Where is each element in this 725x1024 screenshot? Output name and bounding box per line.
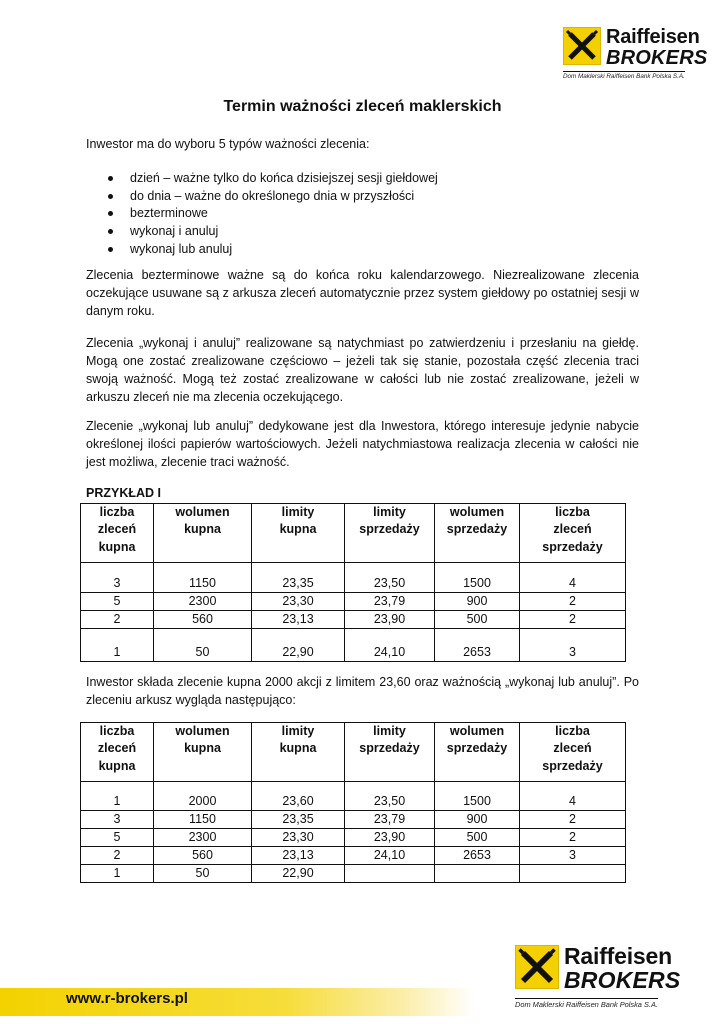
paragraph-bezterminowe: Zlecenia bezterminowe ważne są do końca roku kalendarzowego. Niezrealizowane zlecenia oczekujące usuwane są z arkusza zleceń automatycznie przez system giełdowy po ostatniej sesji w danym roku. xyxy=(86,268,639,318)
logo-line2: BROKERS xyxy=(564,967,681,993)
logo-line1: Raiffeisen xyxy=(606,26,700,48)
paragraph-wykonaj-i-anuluj: Zlecenia „wykonaj i anuluj” realizowane są natychmiast po zatwierdzeniu i przesłaniu na giełdę. Mogą one zostać zrealizowane częściowo – jeżeli tak się stanie, pozostała część zlecenia traci swoją ważność. Mogą też zostać zrealizowane w całości lub nie zostać zrealizowane, jeżeli w arkuszu zleceń nie ma zlecenia oczekującego. xyxy=(86,336,639,404)
list-item: do dnia – ważne do określonego dnia w przyszłości xyxy=(108,187,438,205)
table-row: 1 50 22,90 24,10 2653 3 xyxy=(81,629,626,662)
table-row: 3 1150 23,35 23,79 900 2 xyxy=(81,811,626,829)
table-header-row xyxy=(81,723,626,782)
header-logo xyxy=(563,27,707,68)
between-text: Inwestor składa zlecenie kupna 2000 akcji z limitem 23,60 oraz ważnością „wykonaj lub anuluj”. Po zleceniu arkusz wygląda następująco: xyxy=(86,675,639,707)
header-cell: liczba zleceń sprzedaży xyxy=(520,723,626,782)
paragraph-wykonaj-lub-anuluj: Zlecenie „wykonaj lub anuluj” dedykowane jest dla Inwestora, którego interesuje jedynie nabycie określonej ilości papierów wartościowych. Jeżeli natychmiastowa realizacja zlecenia w całości nie jest możliwa, zlecenie traci ważność. xyxy=(86,419,639,469)
header-cell: limity sprzedaży xyxy=(345,504,435,563)
table-row: 2 560 23,13 24,10 2653 3 xyxy=(81,847,626,865)
logo-subtitle: Dom Maklerski Raiffeisen Bank Polska S.A. xyxy=(563,73,685,80)
header-cell: limity kupna xyxy=(252,723,345,782)
header-cell: wolumen sprzedaży xyxy=(435,723,520,782)
list-item: wykonaj i anuluj xyxy=(108,222,438,240)
table-row: 5 2300 23,30 23,90 500 2 xyxy=(81,829,626,847)
logo-subtitle: Dom Maklerski Raiffeisen Bank Polska S.A. xyxy=(515,1000,658,1009)
list-item: dzień – ważne tylko do końca dzisiejszej sesji giełdowej xyxy=(108,169,438,187)
intro-text: Inwestor ma do wyboru 5 typów ważności zlecenia: xyxy=(86,137,370,151)
header-cell: limity kupna xyxy=(252,504,345,563)
header-cell: wolumen kupna xyxy=(154,504,252,563)
header-cell: wolumen sprzedaży xyxy=(435,504,520,563)
table-row: 1 2000 23,60 23,50 1500 4 xyxy=(81,782,626,811)
header-cell: liczba zleceń kupna xyxy=(81,504,154,563)
list-item: bezterminowe xyxy=(108,204,438,222)
list-item: wykonaj lub anuluj xyxy=(108,240,438,258)
order-book-table-2 xyxy=(80,722,626,883)
logo-line1: Raiffeisen xyxy=(564,943,672,969)
footer-url-link[interactable]: www.r-brokers.pl xyxy=(66,990,188,1007)
header-cell: limity sprzedaży xyxy=(345,723,435,782)
table-row: 3 1150 23,35 23,50 1500 4 xyxy=(81,563,626,593)
logo-line2: BROKERS xyxy=(606,47,708,69)
example-heading: PRZYKŁAD I xyxy=(86,486,161,500)
table-row: 2 560 23,13 23,90 500 2 xyxy=(81,611,626,629)
table-row: 5 2300 23,30 23,79 900 2 xyxy=(81,593,626,611)
table-row: 1 50 22,90 xyxy=(81,865,626,883)
header-cell: liczba zleceń kupna xyxy=(81,723,154,782)
header-cell: wolumen kupna xyxy=(154,723,252,782)
header-cell: liczba zleceń sprzedaży xyxy=(520,504,626,563)
page-title: Termin ważności zleceń maklerskich xyxy=(223,98,502,115)
validity-types-list xyxy=(108,169,438,257)
footer-logo xyxy=(515,945,680,992)
table-header-row xyxy=(81,504,626,563)
raiffeisen-logo-icon xyxy=(515,945,559,989)
raiffeisen-logo-icon xyxy=(563,27,601,65)
order-book-table-1 xyxy=(80,503,626,662)
